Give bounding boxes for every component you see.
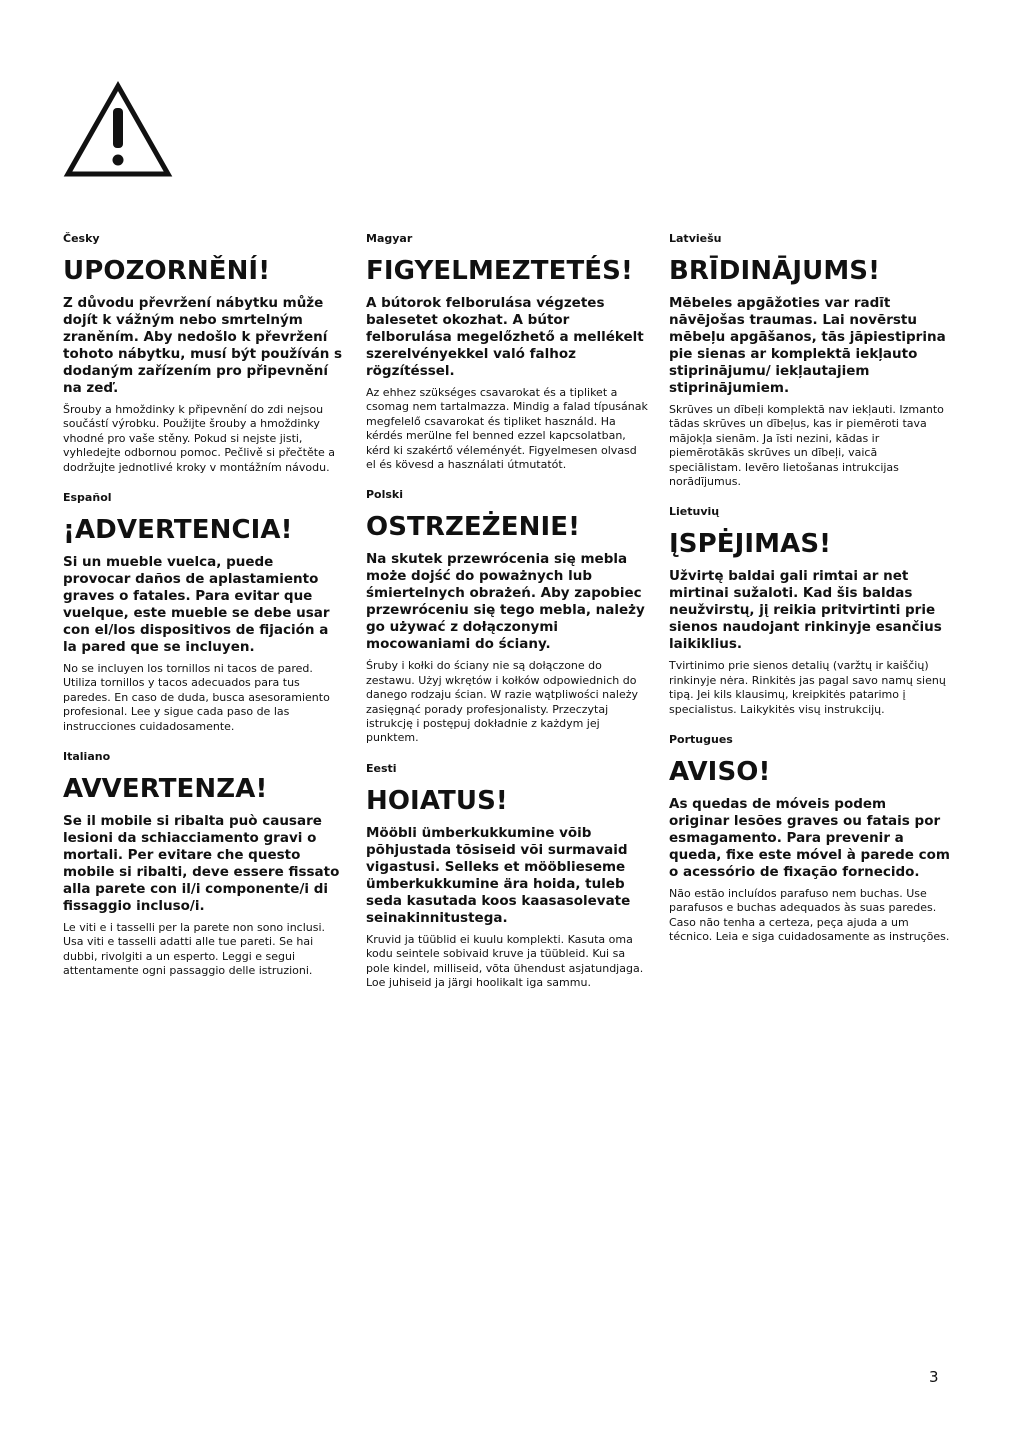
- warning-title: AVVERTENZA!: [63, 774, 268, 805]
- section-czech: [63, 232, 345, 475]
- section-portuguese: [669, 733, 951, 945]
- warning-lead: Se il mobile si ribalta può causare lesioni da schiacciamento gravi o mortali. Per evitare che questo mobile si ribalti, deve essere fissato alla parete con il/i componente/i di fissaggio incluso/i.: [63, 813, 340, 915]
- language-label: Portugues: [669, 733, 733, 747]
- language-label: Polski: [366, 488, 404, 502]
- language-label: Lietuvių: [669, 505, 720, 519]
- language-label: Italiano: [63, 750, 111, 764]
- section-italian: [63, 750, 345, 979]
- language-label: Česky: [63, 232, 100, 245]
- warning-lead: Mēbeles apgāžoties var radīt nāvējošas traumas. Lai novērstu mēbeļu apgāšanos, tās jāpiestiprina pie sienas ar komplektā iekļauto stiprinājumu/ iekļautajiem stiprinājumiem.: [669, 295, 946, 396]
- warning-title: ĮSPĖJIMAS!: [669, 529, 832, 560]
- warning-lead: Z důvodu převržení nábytku může dojít k vážným nebo smrtelným zraněním. Aby nedošlo k převržení tohoto nábytku, musí být používán s dodaným zařízením pro připevnění na zeď.: [63, 295, 343, 396]
- warning-lead: Si un mueble vuelca, puede provocar daños de aplastamiento graves o fatales. Para evitar que vuelque, este mueble se debe usar con el/los dispositivos de fijación a la pared que se incluyen.: [63, 554, 330, 656]
- section-latvian: [669, 232, 951, 489]
- warning-lead: Užvirtę baldai gali rimtai ar net mirtinai sužaloti. Kad šis baldas neužvirstų, jį reikia pritvirtinti prie sienos naudojant rinkinyje esančius laikiklius.: [669, 568, 942, 653]
- section-spanish: [63, 491, 345, 734]
- section-lithuanian: [669, 505, 951, 717]
- warning-lead: Mööbli ümberkukkumine võib põhjustada tõsiseid või surmavaid vigastusi. Selleks et mööblieseme ümberkukkumine ära hoida, tuleb seda kasutada koos kaasasolevate seinakinnitustega.: [366, 824, 631, 926]
- warning-body: Não estão incluídos parafuso nem buchas. Use parafusos e buchas adequados às suas paredes. Caso não tenha a certeza, peça ajuda a um técnico. Leia e siga cuidadosamente as instruções.: [669, 887, 950, 944]
- warning-title: FIGYELMEZTETÉS!: [366, 256, 633, 286]
- section-hungarian: [366, 232, 648, 472]
- column-1: [63, 232, 345, 995]
- warning-triangle-icon: [62, 80, 174, 180]
- warning-title: ¡ADVERTENCIA!: [63, 515, 293, 546]
- language-label: Magyar: [366, 232, 413, 245]
- warning-body: Tvirtinimo prie sienos detalių (varžtų ir kaiščių) rinkinyje nėra. Rinkitės jas pagal savo namų sienų tipą. Jei kils klausimų, kreipkitės patarimo į specialistus. Laikykitės visų instrukcijų.: [669, 659, 946, 716]
- column-2: [366, 232, 648, 1007]
- warning-body: Šrouby a hmoždinky k připevnění do zdi nejsou součástí výrobku. Použijte šrouby a hmoždinky vhodné pro vaše stěny. Pokud si nejste jisti, vyhledejte odbornou pomoc. Pečlivě si přečtěte a dodržujte jednotlivé kroky v montážním návodu.: [63, 403, 336, 474]
- warning-title: BRĪDINĀJUMS!: [669, 256, 881, 286]
- warning-body: Skrūves un dībeļi komplektā nav iekļauti. Izmanto tādas skrūves un dībeļus, kas ir piemēroti tava mājokļa sienām. Ja īsti nezini, kādas ir piemērotākās skrūves un dībeļi, vaicā speciālistam. Ievēro lietošanas intrukcijas norādījumus.: [669, 403, 944, 489]
- warning-lead: Na skutek przewrócenia się mebla może dojść do poważnych lub śmiertelnych obrażeń. Aby zapobiec przewróceniu się tego mebla, należy go używać z dołączonymi mocowaniami do ściany.: [366, 551, 645, 653]
- warning-body: Śruby i kołki do ściany nie są dołączone do zestawu. Użyj wkrętów i kołków odpowiednich do danego rodzaju ścian. W razie wątpliwości należy zasięgnąć porady profesjonalisty. Przeczytaj istrukcję i postępuj dokładnie z każdym jej punktem.: [366, 659, 638, 745]
- section-polish: [366, 488, 648, 745]
- warning-body: Kruvid ja tüüblid ei kuulu komplekti. Kasuta oma kodu seintele sobivaid kruve ja tüübleid. Kui sa pole kindel, milliseid, võta ühendust asjatundjaga. Loe juhiseid ja järgi hoolikalt iga sammu.: [366, 932, 644, 990]
- warning-title: UPOZORNĚNÍ!: [63, 256, 271, 286]
- warning-title: AVISO!: [669, 757, 771, 788]
- warning-title: OSTRZEŻENIE!: [366, 512, 581, 543]
- language-label: Eesti: [366, 761, 397, 775]
- warning-body: Le viti e i tasselli per la parete non sono inclusi. Usa viti e tasselli adatti alle tue pareti. Se hai dubbi, rivolgiti a un esperto. Leggi e segui attentamente ogni passaggio delle istruzioni.: [63, 921, 326, 978]
- page-number: 3: [929, 1368, 939, 1386]
- column-3: [669, 232, 951, 961]
- warning-title: HOIATUS!: [366, 785, 508, 816]
- section-estonian: [366, 762, 648, 991]
- warning-body: Az ehhez szükséges csavarokat és a tipliket a csomag nem tartalmazza. Mindig a falad típusának megfelelő csavarokat és tipliket használd. Ha kérdés merülne fel benned ezzel kapcsolatban, kérd ki szakértő véleményét. Figyelmesen olvasd el és kövesd a használati útmutatót.: [366, 386, 648, 472]
- warning-lead: A bútorok felborulása végzetes balesetet okozhat. A bútor felborulása megelőzhető a mellékelt szerelvényekkel való falhoz rögzítéssel.: [366, 295, 644, 379]
- warning-lead: As quedas de móveis podem originar lesões graves ou fatais por esmagamento. Para prevenir a queda, fixe este móvel à parede com o acessório de fixação fornecido.: [669, 796, 950, 881]
- warning-body: No se incluyen los tornillos ni tacos de pared. Utiliza tornillos y tacos adecuados para tus paredes. En caso de duda, busca asesoramiento profesional. Lee y sigue cada paso de las instrucciones cuidadosamente.: [63, 662, 330, 733]
- language-label: Español: [63, 491, 112, 505]
- language-label: Latviešu: [669, 232, 722, 245]
